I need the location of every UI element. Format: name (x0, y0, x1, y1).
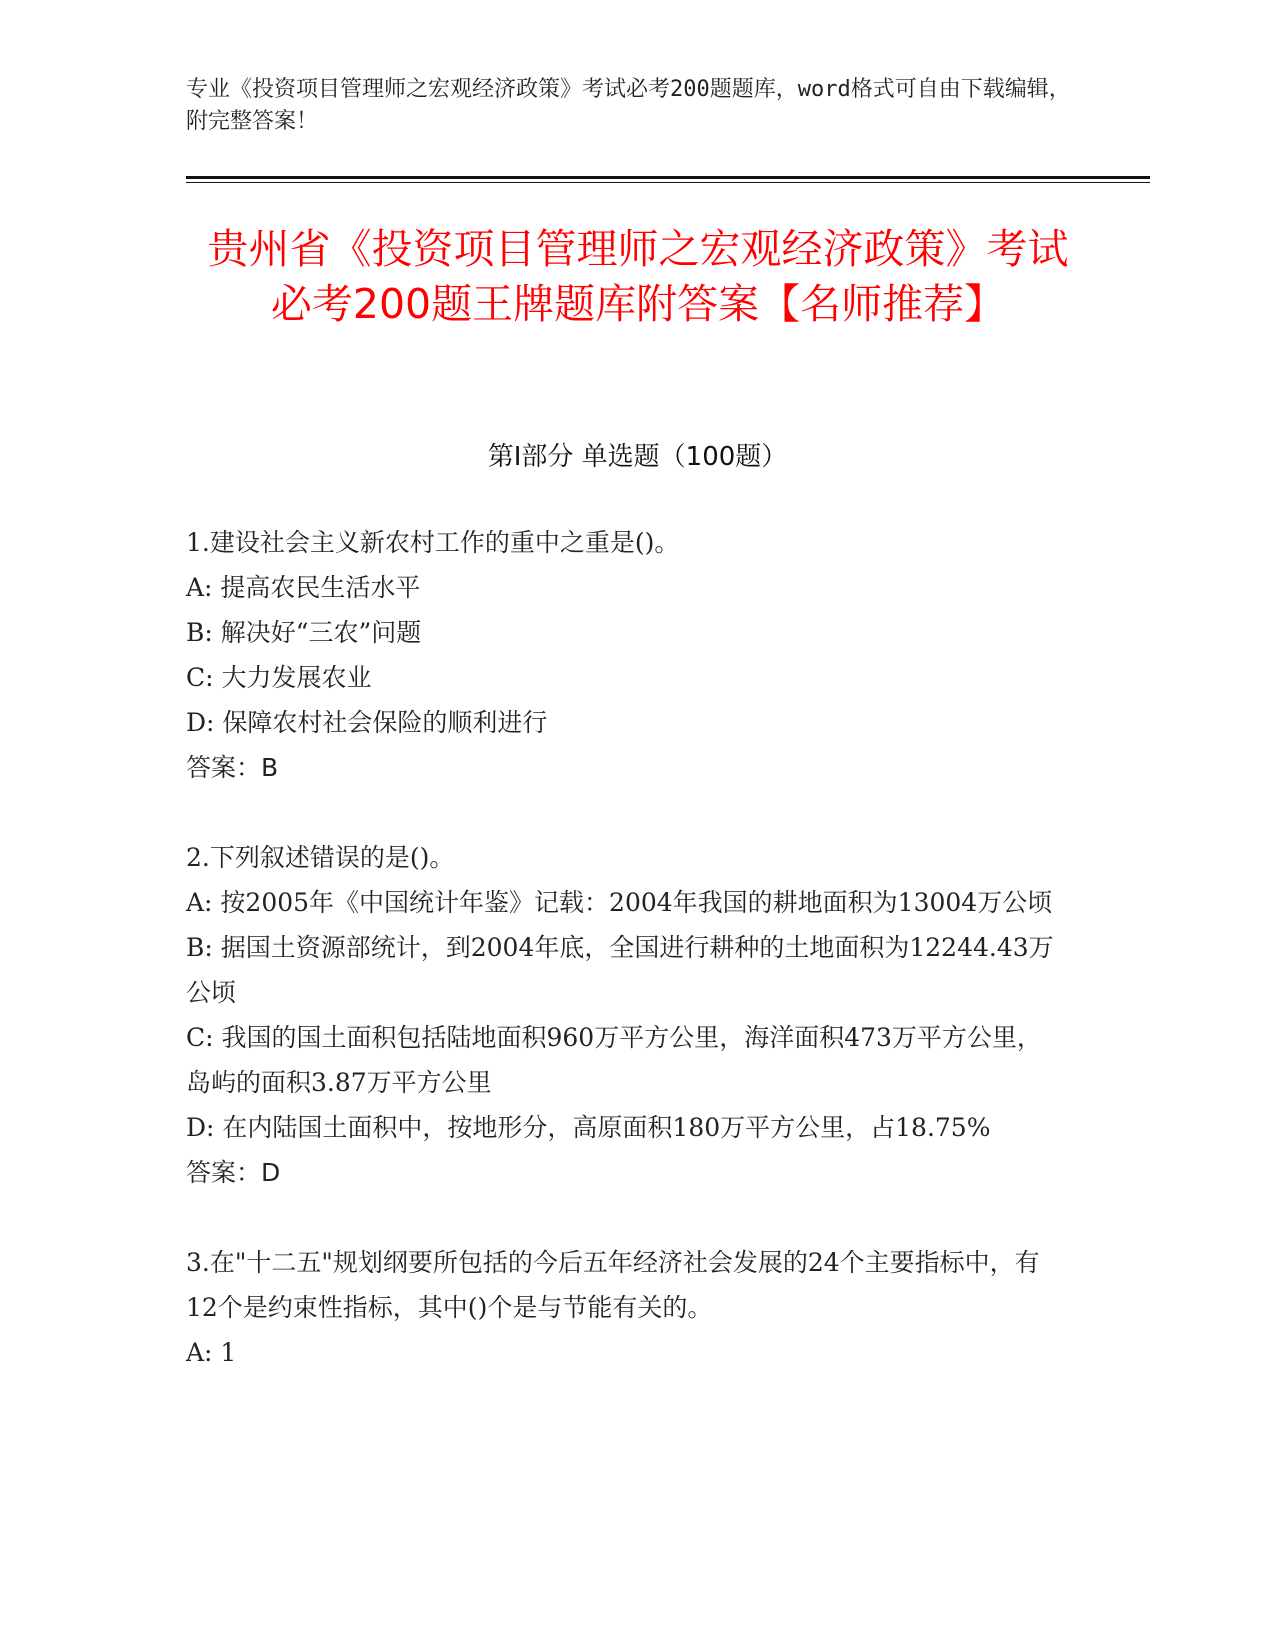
option-c: C: 我国的国土面积包括陆地面积960万平方公里，海洋面积473万平方公里，岛屿的面积3.87万平方公里 (186, 1023, 1042, 1097)
question-2 (186, 835, 1066, 1195)
answer-text: 答案：D (186, 1158, 281, 1187)
answer-text: 答案：B (186, 753, 279, 782)
option-c: C: 大力发展农业 (186, 663, 372, 692)
document-title: 贵州省《投资项目管理师之宏观经济政策》考试必考200题王牌题库附答案【名师推荐】 (207, 225, 1069, 328)
option-b: B: 解决好“三农”问题 (186, 618, 422, 647)
question-stem: 3.在"十二五"规划纲要所包括的今后五年经济社会发展的24个主要指标中，有12个是约束性指标，其中()个是与节能有关的。 (186, 1248, 1040, 1322)
header-rule-thick (186, 176, 1150, 179)
header-note: 专业《投资项目管理师之宏观经济政策》考试必考200题题库，word格式可自由下载编辑，附完整答案！ (186, 77, 1071, 134)
question-3 (186, 1240, 1066, 1375)
option-a: A: 按2005年《中国统计年鉴》记载：2004年我国的耕地面积为13004万公顷 (186, 888, 1053, 917)
section-title: 第I部分 单选题（100题） (487, 442, 788, 472)
option-b: B: 据国土资源部统计，到2004年底，全国进行耕种的土地面积为12244.43万公顷 (186, 933, 1054, 1007)
question-stem: 2.下列叙述错误的是()。 (186, 843, 455, 872)
question-stem: 1.建设社会主义新农村工作的重中之重是()。 (186, 528, 680, 557)
option-a: A: 提高农民生活水平 (186, 573, 421, 602)
header-rule-thin (186, 182, 1150, 183)
option-d: D: 保障农村社会保险的顺利进行 (186, 708, 548, 737)
question-list (186, 520, 1066, 1420)
option-a: A: 1 (186, 1338, 237, 1367)
option-d: D: 在内陆国土面积中，按地形分，高原面积180万平方公里，占18.75% (186, 1113, 991, 1142)
question-1 (186, 520, 1066, 790)
